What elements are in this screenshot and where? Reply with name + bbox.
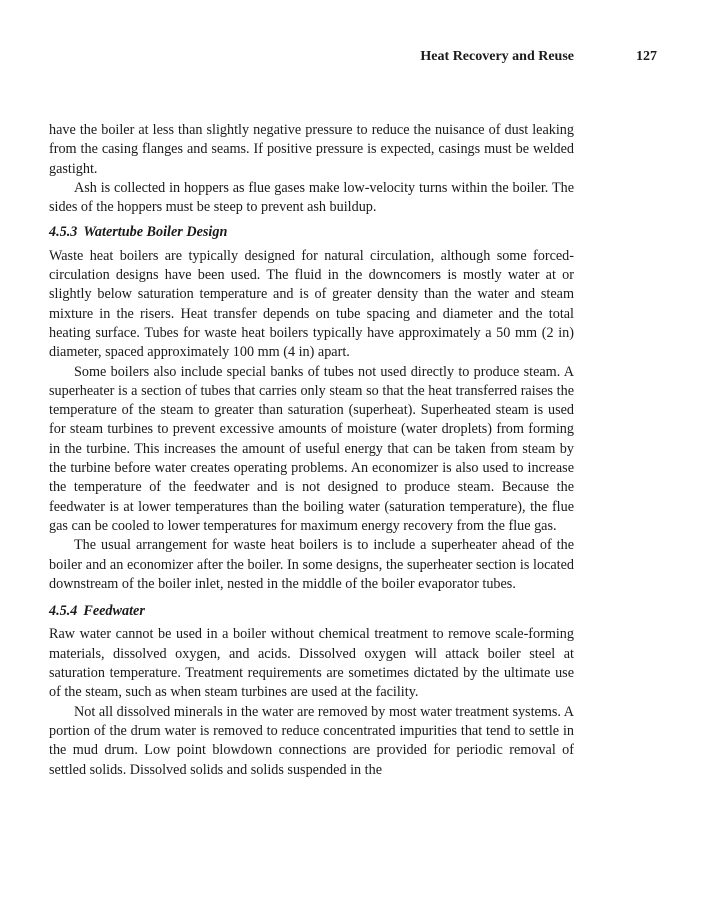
section-title: Feedwater xyxy=(83,603,145,620)
section-heading-watertube-boiler-design xyxy=(49,223,574,242)
section-number: 4.5.3 xyxy=(49,224,78,241)
section-heading-feedwater xyxy=(49,602,574,621)
paragraph-ash-hoppers: Ash is collected in hoppers as flue gases make low-velocity turns within the boiler. The sides of the hoppers must be steep to prevent ash buildup. xyxy=(49,179,574,216)
paragraph-natural-circulation: Waste heat boilers are typically designed for natural circulation, although some forced-circulation designs have been used. The fluid in the downcomers is mostly water at or slightly below saturation temperature and is of greater density than the water and steam mixture in the risers. Heat transfer depends on tube spacing and diameter and the total heating surface. Tubes for waste heat boilers typically have approximately a 50 mm (2 in) diameter, spaced approximately 100 mm (4 in) apart. xyxy=(49,247,574,361)
running-header xyxy=(0,49,707,69)
section-number: 4.5.4 xyxy=(49,603,78,620)
body-text xyxy=(49,121,574,780)
section-title: Watertube Boiler Design xyxy=(83,224,228,241)
paragraph-raw-water: Raw water cannot be used in a boiler without chemical treatment to remove scale-forming materials, dissolved oxygen, and acids. Dissolved oxygen will attack boiler steel at saturation temperature. Treatment requirements are sometimes dictated by the ultimate use of the steam, such as when steam turbines are used at the facility. xyxy=(49,626,574,701)
page-number: 127 xyxy=(636,49,657,64)
running-title: Heat Recovery and Reuse xyxy=(420,49,574,64)
paragraph-dissolved-minerals: Not all dissolved minerals in the water are removed by most water treatment systems. A portion of the drum water is removed to reduce concentrated impurities that tend to settle in the mud drum. Low point blowdown connections are provided for periodic removal of settled solids. Dissolved solids and solids suspended in the xyxy=(49,703,574,778)
paragraph-superheater-economizer: Some boilers also include special banks of tubes not used directly to produce steam. A superheater is a section of tubes that carries only steam so that the heat transferred raises the temperature of the steam to greater than saturation (superheat). Superheated steam is used for steam turbines to prevent excessive amounts of moisture (water droplets) from forming in the turbine. This increases the amount of useful energy that can be taken from steam by the turbine before water creates operating problems. An economizer is also used to increase the temperature of the feedwater and is not designed to produce steam. Because the feedwater is at lower temperatures than the boiling water (saturation temperature), the flue gas can be cooled to lower temperatures for maximum energy recovery from the flue gas. xyxy=(49,363,574,534)
paragraph-arrangement: The usual arrangement for waste heat boilers is to include a superheater ahead of the boiler and an economizer after the boiler. In some designs, the superheater section is located downstream of the boiler inlet, nested in the middle of the boiler evaporator tubes. xyxy=(49,537,574,592)
paragraph-continued: have the boiler at less than slightly negative pressure to reduce the nuisance of dust leaking from the casing flanges and seams. If positive pressure is expected, casings must be welded gastight. xyxy=(49,122,574,177)
